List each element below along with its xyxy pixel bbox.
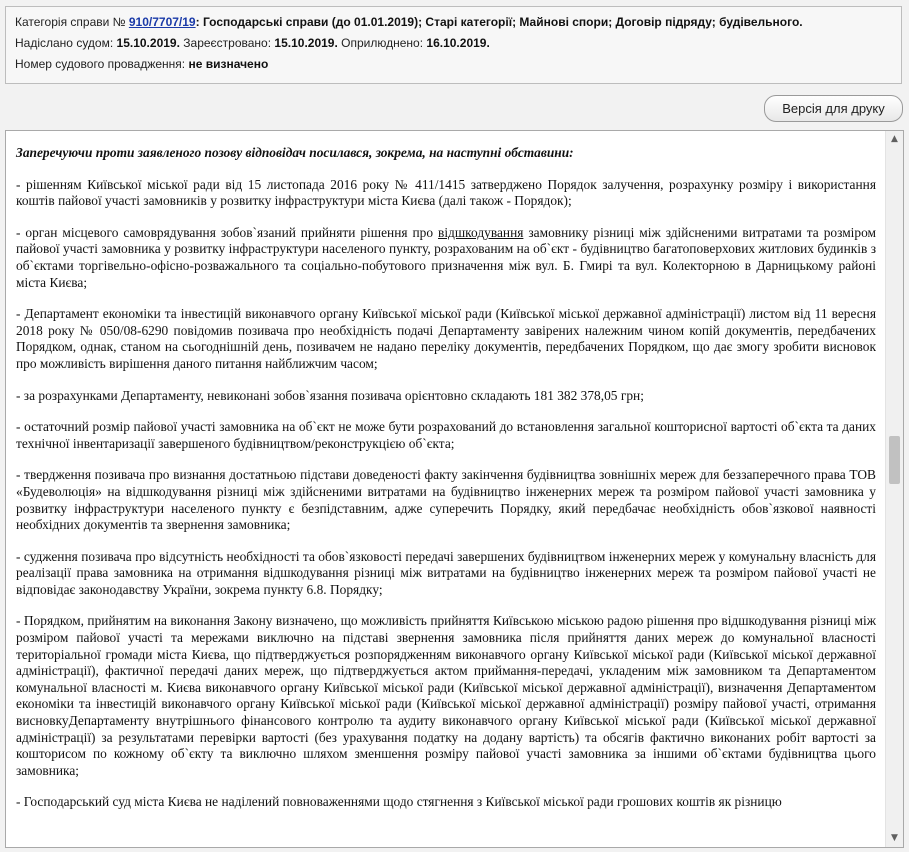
- underlined-word: відшкодування: [438, 224, 524, 240]
- paragraph: - за розрахунками Департаменту, невиконані зобов`язання позивача орієнтовно складають 181 382 378,05 грн;: [16, 387, 644, 403]
- paragraph: - остаточний розмір пайової участі замовника на об`єкт не може бути розрахований до встановлення загальної кошторисної вартості об`єкта та даних технічної інвентаризації завершеного будівництвом/реконструкцією об`єкта;: [16, 419, 876, 451]
- paragraph: - Департамент економіки та інвестицій виконавчого органу Київської міської ради (Київської міської державної адміністрації) листом від 11 вересня 2018 року № 050/08-6290 повідомив позивача про необхідність подачі Департаменту завірених належним чином копій документів, передбачених Порядком, однак, станом на сьогоднішній день, позивачем не надано переліку документів, передбачених Порядком, що дає змогу зробити висновок про можливість вирішення даного питання найближчим часом;: [16, 306, 876, 371]
- proceeding-row: [15, 56, 892, 77]
- document-viewer[interactable]: [5, 130, 904, 848]
- document-heading: Заперечуючи проти заявленого позову відповідач посилався, зокрема, на наступні обставини:: [16, 145, 574, 160]
- case-info-panel: [5, 6, 902, 84]
- category-text: : Господарські справи (до 01.01.2019); Старі категорії; Майнові спори; Договір підряду; будівельного.: [195, 15, 803, 29]
- paragraph: - Порядком, прийнятим на виконання Закону визначено, що можливість прийняття Київською міською радою рішення про відшкодування різниці між розміром пайової участі та мережами виключно на підставі звернення замовника після прийняття даних мереж до комунальної власності територіальної громади міста Києва, що підтверджується розпорядженням виконавчого органу Київської міської ради (Київської міської державної адміністрації), фактичної передачі даних мереж, що підтверджується актом приймання-передачі, укладеним між замовником та Департаментом комунальної власності м. Києва виконавчого органу Київської міської ради (Київської міської державної адміністрації), визначення Департаментом економіки та інвестицій виконавчого органу Київської міської ради (Київської міської державної адміністрації) розміру пайової участі, отримання висновкуДепартаменту внутрішнього фінансового контролю та аудиту виконавчого органу Київської міської ради (Київської міської державної адміністрації) за результатами перевірки вартості (без урахування податку на додану вартість) та обсягів фактично виконаних робіт вартості за кошторисом по кожному об`єкту та виключно шляхом зменшення розміру пайової участі замовника за іншими об`єктами будівництва цього замовника;: [16, 613, 876, 778]
- paragraph: - Господарський суд міста Києва не наділений повноваженнями щодо стягнення з Київської міської ради грошових коштів як різницю: [16, 794, 782, 810]
- document-text: [16, 145, 876, 826]
- paragraph-text: - орган місцевого самоврядування зобов`язаний прийняти рішення про: [16, 224, 439, 240]
- vertical-scrollbar[interactable]: [885, 131, 903, 847]
- case-category-row: [15, 14, 892, 35]
- paragraph-text: замовнику різниці між здійсненими витратами та розміром пайової участі замовника у розвитку інфраструктури населеного пункту, розрахованим на об`єкт - будівництво багатоповерхових житлових будинків з об`єктами торгівельно-офісно-розважального та соціально-побутового призначення між вул. Б. Гмирі та вул. Колекторною в Дарницькому районі міста Києва;: [16, 224, 876, 290]
- published-date: 16.10.2019.: [426, 36, 490, 50]
- registered-label: Зареєстровано:: [183, 36, 272, 50]
- paragraph: [16, 225, 876, 291]
- registered-date: 15.10.2019.: [274, 36, 338, 50]
- proceeding-value: не визначено: [188, 57, 269, 71]
- scroll-thumb[interactable]: [889, 436, 900, 484]
- paragraph: - рішенням Київської міської ради від 15 листопада 2016 року № 411/1415 затверджено Порядок залучення, розрахунку розміру і використання коштів пайової участі замовників у розвитку інфраструктури міста Києва (далі також - Порядок);: [16, 176, 876, 209]
- sent-label: Надіслано судом:: [15, 36, 114, 50]
- case-dates-row: [15, 35, 892, 56]
- sent-date: 15.10.2019.: [116, 36, 180, 50]
- category-label: Категорія справи №: [15, 15, 126, 29]
- scroll-up-arrow-icon[interactable]: ▲: [891, 134, 898, 144]
- print-version-button[interactable]: Версія для друку: [764, 95, 903, 122]
- proceeding-label: Номер судового провадження:: [15, 57, 186, 71]
- case-number-link[interactable]: 910/7707/19: [128, 15, 196, 29]
- scroll-down-arrow-icon[interactable]: ▼: [891, 833, 898, 843]
- published-label: Оприлюднено:: [341, 36, 424, 50]
- paragraph: - судження позивача про відсутність необхідності та обов`язковості передачі завершених будівництвом інженерних мереж у комунальну власність для реалізації права замовника на отримання відшкодування різниці між витратами на будівництво інженерних мереж та розміром пайової участі не відповідає законодавству України, зокрема пункту 6.8. Порядку;: [16, 548, 876, 597]
- paragraph: - твердження позивача про визнання достатньою підстави доведеності факту закінчення будівництва зовнішніх мереж для беззаперечного права ТОВ «Будеволюція» на відшкодування різниці між здійсненими витратами на будівництво інженерних мереж та розміром пайової участі замовника у розвитку інфраструктури населеного пункту є безпідставним, адже суперечить Порядку, який передбачає необхідність обов`язкової наявності необхідних документів та звернення замовника;: [16, 467, 876, 533]
